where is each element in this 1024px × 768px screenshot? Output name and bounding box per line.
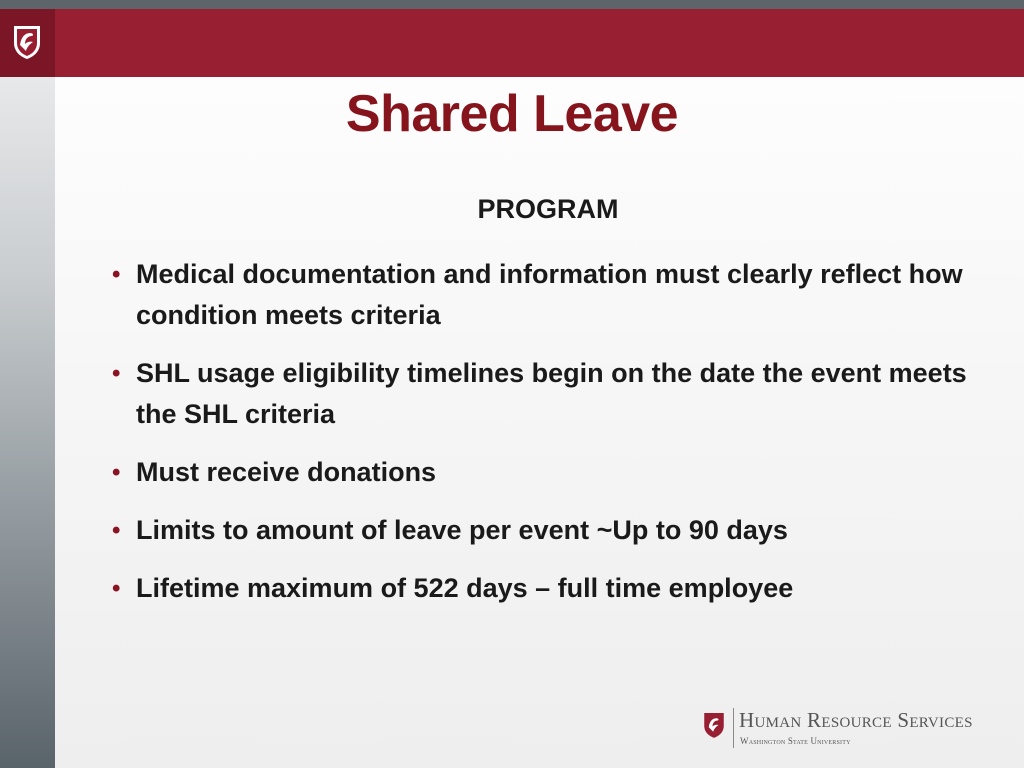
bullet-item — [112, 452, 1007, 493]
wsu-cougar-shield-icon — [11, 23, 43, 61]
bullet-item — [112, 353, 1007, 435]
bullet-dot: • — [112, 517, 121, 544]
bullet-text: SHL usage eligibility timelines begin on the date the event meets the SHL criteria — [136, 358, 967, 429]
footer-divider — [733, 708, 734, 748]
footer-org-name: Human Resource Services — [739, 708, 973, 732]
bullet-dot: • — [112, 360, 121, 387]
bullet-text: Limits to amount of leave per event ~Up to 90 days — [136, 515, 788, 545]
bullet-text: Medical documentation and information must clearly reflect how condition meets criteria — [136, 259, 963, 330]
bullet-dot: • — [112, 261, 121, 288]
bullet-item — [112, 568, 1007, 609]
bullet-dot: • — [112, 459, 121, 486]
header-band — [0, 9, 1024, 77]
bullet-text: Must receive donations — [136, 457, 437, 487]
bullet-item — [112, 254, 1007, 336]
slide-subtitle: PROGRAM — [477, 194, 619, 224]
bullet-dot: • — [112, 575, 121, 602]
header-logo — [0, 9, 55, 77]
bullet-text: Lifetime maximum of 522 days – full time employee — [136, 573, 794, 603]
wsu-cougar-shield-icon — [702, 710, 726, 740]
bullet-list — [112, 254, 1007, 626]
footer-org-sub: Washington State University — [740, 736, 851, 746]
top-strip — [0, 0, 1024, 9]
bullet-item — [112, 510, 1007, 551]
slide-title: Shared Leave — [345, 85, 679, 143]
footer-logo — [702, 706, 1002, 752]
